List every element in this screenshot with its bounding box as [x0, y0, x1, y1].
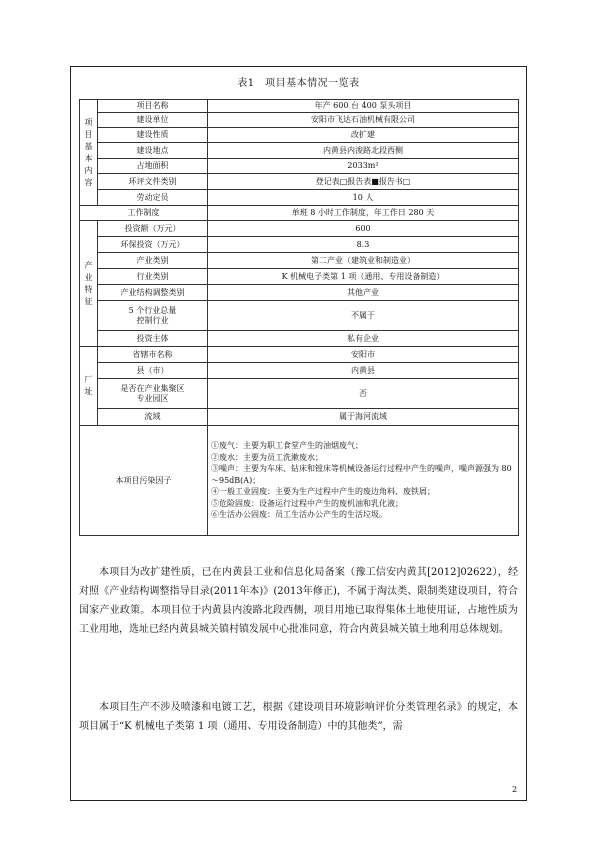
- row-label-line: 控制行业: [136, 315, 169, 325]
- table-row: [80, 253, 519, 269]
- row-value: K 机械电子类第 1 项（通用、专用设备制造）: [208, 269, 519, 285]
- row-value: 600: [208, 221, 519, 237]
- row-label: 流域: [98, 409, 208, 426]
- row-value: 安阳市飞达石油机械有限公司: [208, 113, 519, 128]
- row-value: 8.3: [208, 237, 519, 253]
- row-label: 工作制度: [80, 206, 208, 221]
- table-row: [80, 301, 519, 331]
- table-row: [80, 113, 519, 128]
- row-value: 改扩建: [208, 128, 519, 143]
- pollution-item: ⑥生活办公固废：员工生活办公产生的生活垃圾。: [211, 510, 387, 520]
- table-row: [80, 174, 519, 190]
- row-label: 建设性质: [98, 128, 208, 143]
- table-row: [80, 347, 519, 363]
- table-row: [80, 285, 519, 301]
- row-label: 环评文件类别: [98, 174, 208, 190]
- row-label: 行业类别: [98, 269, 208, 285]
- table-row: [80, 190, 519, 206]
- pollution-item: ②废水：主要为员工洗漱废水；: [211, 452, 323, 462]
- row-label: 占地面积: [98, 159, 208, 174]
- table-row: [80, 100, 519, 113]
- row-label: 省辖市名称: [98, 347, 208, 363]
- row-label: 产业类别: [98, 253, 208, 269]
- row-value: 登记表□报告表■报告书□: [208, 174, 519, 190]
- pollution-item: ①废气：主要为职工食堂产生的油烟废气；: [211, 441, 363, 451]
- row-value: 第二产业（建筑业和制造业）: [208, 253, 519, 269]
- page-number: 2: [512, 785, 518, 794]
- row-value: 年产 600 台 400 泵头项目: [208, 100, 519, 113]
- row-value: 10 人: [208, 190, 519, 206]
- row-value: 内黄县内浚路北段西侧: [208, 143, 519, 159]
- table-row: [80, 237, 519, 253]
- row-value: 属于海河流域: [208, 409, 519, 426]
- row-label: 建设单位: [98, 113, 208, 128]
- table-row: [80, 409, 519, 426]
- row-value: 2033m²: [208, 159, 519, 174]
- table-row: [80, 143, 519, 159]
- table-row: [80, 331, 519, 347]
- row-value: 不属于: [208, 301, 519, 331]
- table-row: [80, 221, 519, 237]
- row-value: 其他产业: [208, 285, 519, 301]
- row-value: 否: [208, 379, 519, 409]
- group-basic: 项目基本内容: [80, 100, 98, 206]
- row-label: 本项目污染因子: [80, 426, 208, 536]
- row-label-line: 是否在产业集聚区: [120, 383, 185, 393]
- row-label: 投资主体: [98, 331, 208, 347]
- body-paragraph: 本项目生产不涉及喷漆和电镀工艺，根据《建设项目环境影响评价分类管理名录》的规定，本项目属于“K 机械电子类第 1 项（通用、专用设备制造）中的其他类”，需: [79, 702, 518, 732]
- table-row: [80, 128, 519, 143]
- table-row: [80, 379, 519, 409]
- row-label: 建设地点: [98, 143, 208, 159]
- row-label: 劳动定员: [98, 190, 208, 206]
- row-value: 单班 8 小时工作制度，年工作日 280 天: [208, 206, 519, 221]
- pollution-item: ⑤危险固废：设备运行过程中产生的废机油和乳化液；: [211, 498, 403, 508]
- pollution-factors: [208, 426, 519, 536]
- group-industry: 产业特征: [80, 221, 98, 347]
- row-label-line: 5 个行业总量: [128, 305, 177, 315]
- table-title: 表1 项目基本情况一览表: [237, 78, 360, 89]
- table-row: [80, 206, 519, 221]
- row-label: 投资额（万元）: [98, 221, 208, 237]
- pollution-item: ③噪声：主要为车床、钻床和镗床等机械设备运行过程中产生的噪声，噪声源强为 80～95dB(A)；: [211, 464, 512, 485]
- table-row: [80, 426, 519, 536]
- table-row: [80, 159, 519, 174]
- table-row: [80, 363, 519, 379]
- pollution-item: ④一般工业固废：主要为生产过程中产生的废边角料、废铁屑；: [211, 487, 435, 497]
- row-label: 项目名称: [98, 100, 208, 113]
- row-label: 产业结构调整类别: [98, 285, 208, 301]
- table-row: [80, 269, 519, 285]
- row-value: 安阳市: [208, 347, 519, 363]
- project-info-table: [79, 99, 519, 536]
- row-label: [98, 301, 208, 331]
- row-label: 县（市）: [98, 363, 208, 379]
- row-value: 内黄县: [208, 363, 519, 379]
- row-label-line: 专业园区: [136, 393, 169, 403]
- group-site: 厂址: [80, 347, 98, 426]
- body-paragraph: 本项目为改扩建性质，已在内黄县工业和信息化局备案（豫工信安内黄其[2012]02622），经对照《产业结构调整指导目录(2011年本)》(2013年修正)，不属于淘汰类、限制类建设项目，符合国家产业政策。本项目位于内黄县内浚路北段西侧，项目用地已取得集体土地使用证，占地性质为工业用地，选址已经内黄县城关镇村镇发展中心批准同意，符合内黄县城关镇土地利用总体规划。: [79, 567, 518, 635]
- row-label: 环保投资（万元）: [98, 237, 208, 253]
- row-label: [98, 379, 208, 409]
- row-value: 私有企业: [208, 331, 519, 347]
